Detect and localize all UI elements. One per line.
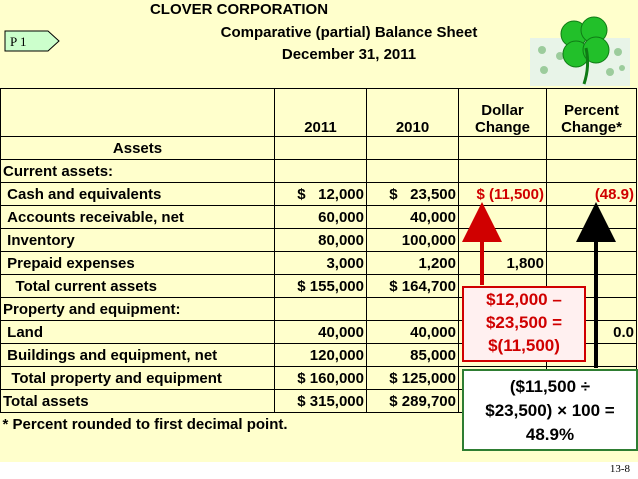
badge-label: P 1 <box>10 34 27 49</box>
row-label: Total assets <box>1 390 275 413</box>
percent-change: (48.9) <box>547 183 637 206</box>
row-label: Inventory <box>1 229 275 252</box>
value-2010: 1,200 <box>367 252 459 275</box>
statement-title: Comparative (partial) Balance Sheet <box>220 24 478 41</box>
value-2010: 40,000 <box>367 206 459 229</box>
row-label: Land <box>1 321 275 344</box>
page-number: 13-8 <box>609 463 630 475</box>
row-label: Total property and equipment <box>1 367 275 390</box>
value-2011: 40,000 <box>275 321 367 344</box>
callout-line: $(11,500) <box>488 336 560 355</box>
value-2010: $ 23,500 <box>367 183 459 206</box>
row-label: Cash and equivalents <box>1 183 275 206</box>
row-label: Buildings and equipment, net <box>1 344 275 367</box>
row-label: Total current assets <box>1 275 275 298</box>
value-2010: 85,000 <box>367 344 459 367</box>
value-2010: $ 125,000 <box>367 367 459 390</box>
value-2010: 40,000 <box>367 321 459 344</box>
value-2011: $ 315,000 <box>275 390 367 413</box>
value-2010: $ 164,700 <box>367 275 459 298</box>
value-2011: 3,000 <box>275 252 367 275</box>
row-label: Accounts receivable, net <box>1 206 275 229</box>
callout-line: $23,500) × 100 = <box>485 401 615 420</box>
callout-line: $12,000 – <box>486 290 562 309</box>
footnote: * Percent rounded to first decimal point. <box>1 413 637 436</box>
percent-change: 0.0 <box>547 321 637 344</box>
value-2011: 120,000 <box>275 344 367 367</box>
value-2010: 100,000 <box>367 229 459 252</box>
col-2011: 2011 <box>275 89 367 137</box>
col-dollar-line1: Dollar <box>481 102 524 119</box>
value-2011: 80,000 <box>275 229 367 252</box>
statement-date: December 31, 2011 <box>281 46 417 63</box>
dollar-change: 1,800 <box>459 252 547 275</box>
ppe-heading: Property and equipment: <box>1 298 275 321</box>
company-name: CLOVER CORPORATION <box>149 1 329 18</box>
value-2010: $ 289,700 <box>367 390 459 413</box>
value-2011: $ 155,000 <box>275 275 367 298</box>
callout-line: ($11,500 ÷ <box>509 377 591 396</box>
col-percent-line2: Change* <box>561 119 622 136</box>
percent-change-callout <box>462 369 638 451</box>
value-2011: $ 160,000 <box>275 367 367 390</box>
callout-line: $23,500 = <box>485 313 563 332</box>
assets-heading: Assets <box>1 137 275 160</box>
dollar-change-callout <box>462 286 586 362</box>
col-dollar-line2: Change <box>474 119 530 136</box>
callout-line: 48.9% <box>525 425 575 444</box>
current-assets-heading: Current assets: <box>1 160 275 183</box>
row-label: Prepaid expenses <box>1 252 275 275</box>
value-2011: 60,000 <box>275 206 367 229</box>
col-percent-line1: Percent <box>563 102 620 119</box>
col-2010: 2010 <box>367 89 459 137</box>
dollar-change: $ (11,500) <box>459 183 547 206</box>
value-2011: $ 12,000 <box>275 183 367 206</box>
